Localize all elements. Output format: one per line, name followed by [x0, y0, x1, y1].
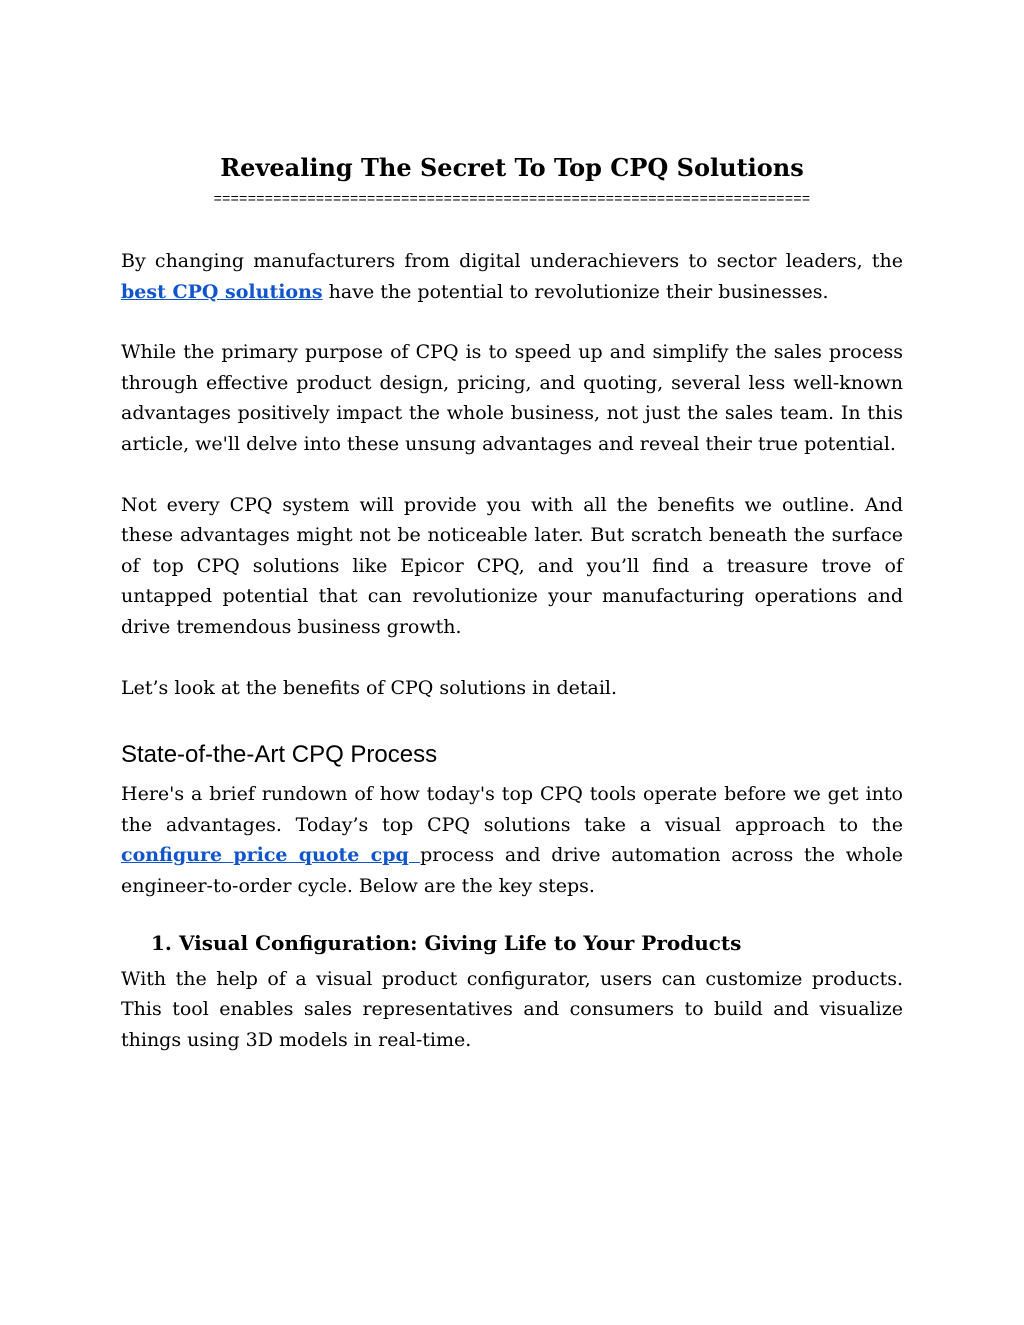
step-1-number: 1.	[151, 930, 172, 955]
section-heading: State-of-the-Art CPQ Process	[121, 741, 438, 769]
intro-text-start: By changing manufacturers from digital underachievers to sector leaders, the	[121, 250, 903, 272]
details-paragraph: Let’s look at the benefits of CPQ solutions in detail.	[121, 676, 618, 699]
process-text-end: process and drive automation across the whole engineer-to-order cycle. Below are the key steps.	[121, 844, 903, 897]
document-content	[121, 150, 903, 1055]
configure-price-quote-cpq-link[interactable]: configure price quote cpq	[121, 844, 421, 867]
benefits-paragraph: Not every CPQ system will provide you with all the benefits we outline. And these advantages might not be noticeable later. But scratch beneath the surface of top CPQ solutions like Epicor CPQ, and you’ll find a treasure trove of untapped potential that can revolutionize your manufacturing operations and drive tremendous business growth.	[121, 493, 903, 638]
best-cpq-solutions-link[interactable]: best CPQ solutions	[121, 280, 323, 303]
process-paragraph	[121, 779, 903, 901]
purpose-paragraph: While the primary purpose of CPQ is to speed up and simplify the sales process through effective product design, pricing, and quoting, several less well-known advantages positively impact the whole business, not just the sales team. In this article, we'll delve into these unsung advantages and reveal their true potential.	[121, 341, 903, 455]
title-separator: ======================================================================	[213, 190, 811, 206]
step-1-body: With the help of a visual product configurator, users can customize products. This tool enables sales representatives and consumers to build and visualize things using 3D models in real-time.	[121, 967, 903, 1051]
process-text-start: Here's a brief rundown of how today's top CPQ tools operate before we get into the advantages. Today’s top CPQ solutions take a visual approach to the	[121, 783, 903, 836]
intro-paragraph	[121, 246, 903, 307]
intro-text-end: have the potential to revolutionize their businesses.	[322, 280, 829, 303]
document-title: Revealing The Secret To Top CPQ Solutions	[220, 153, 804, 182]
step-1-heading	[121, 928, 903, 958]
step-1-title: Visual Configuration: Giving Life to Your Products	[179, 930, 742, 955]
